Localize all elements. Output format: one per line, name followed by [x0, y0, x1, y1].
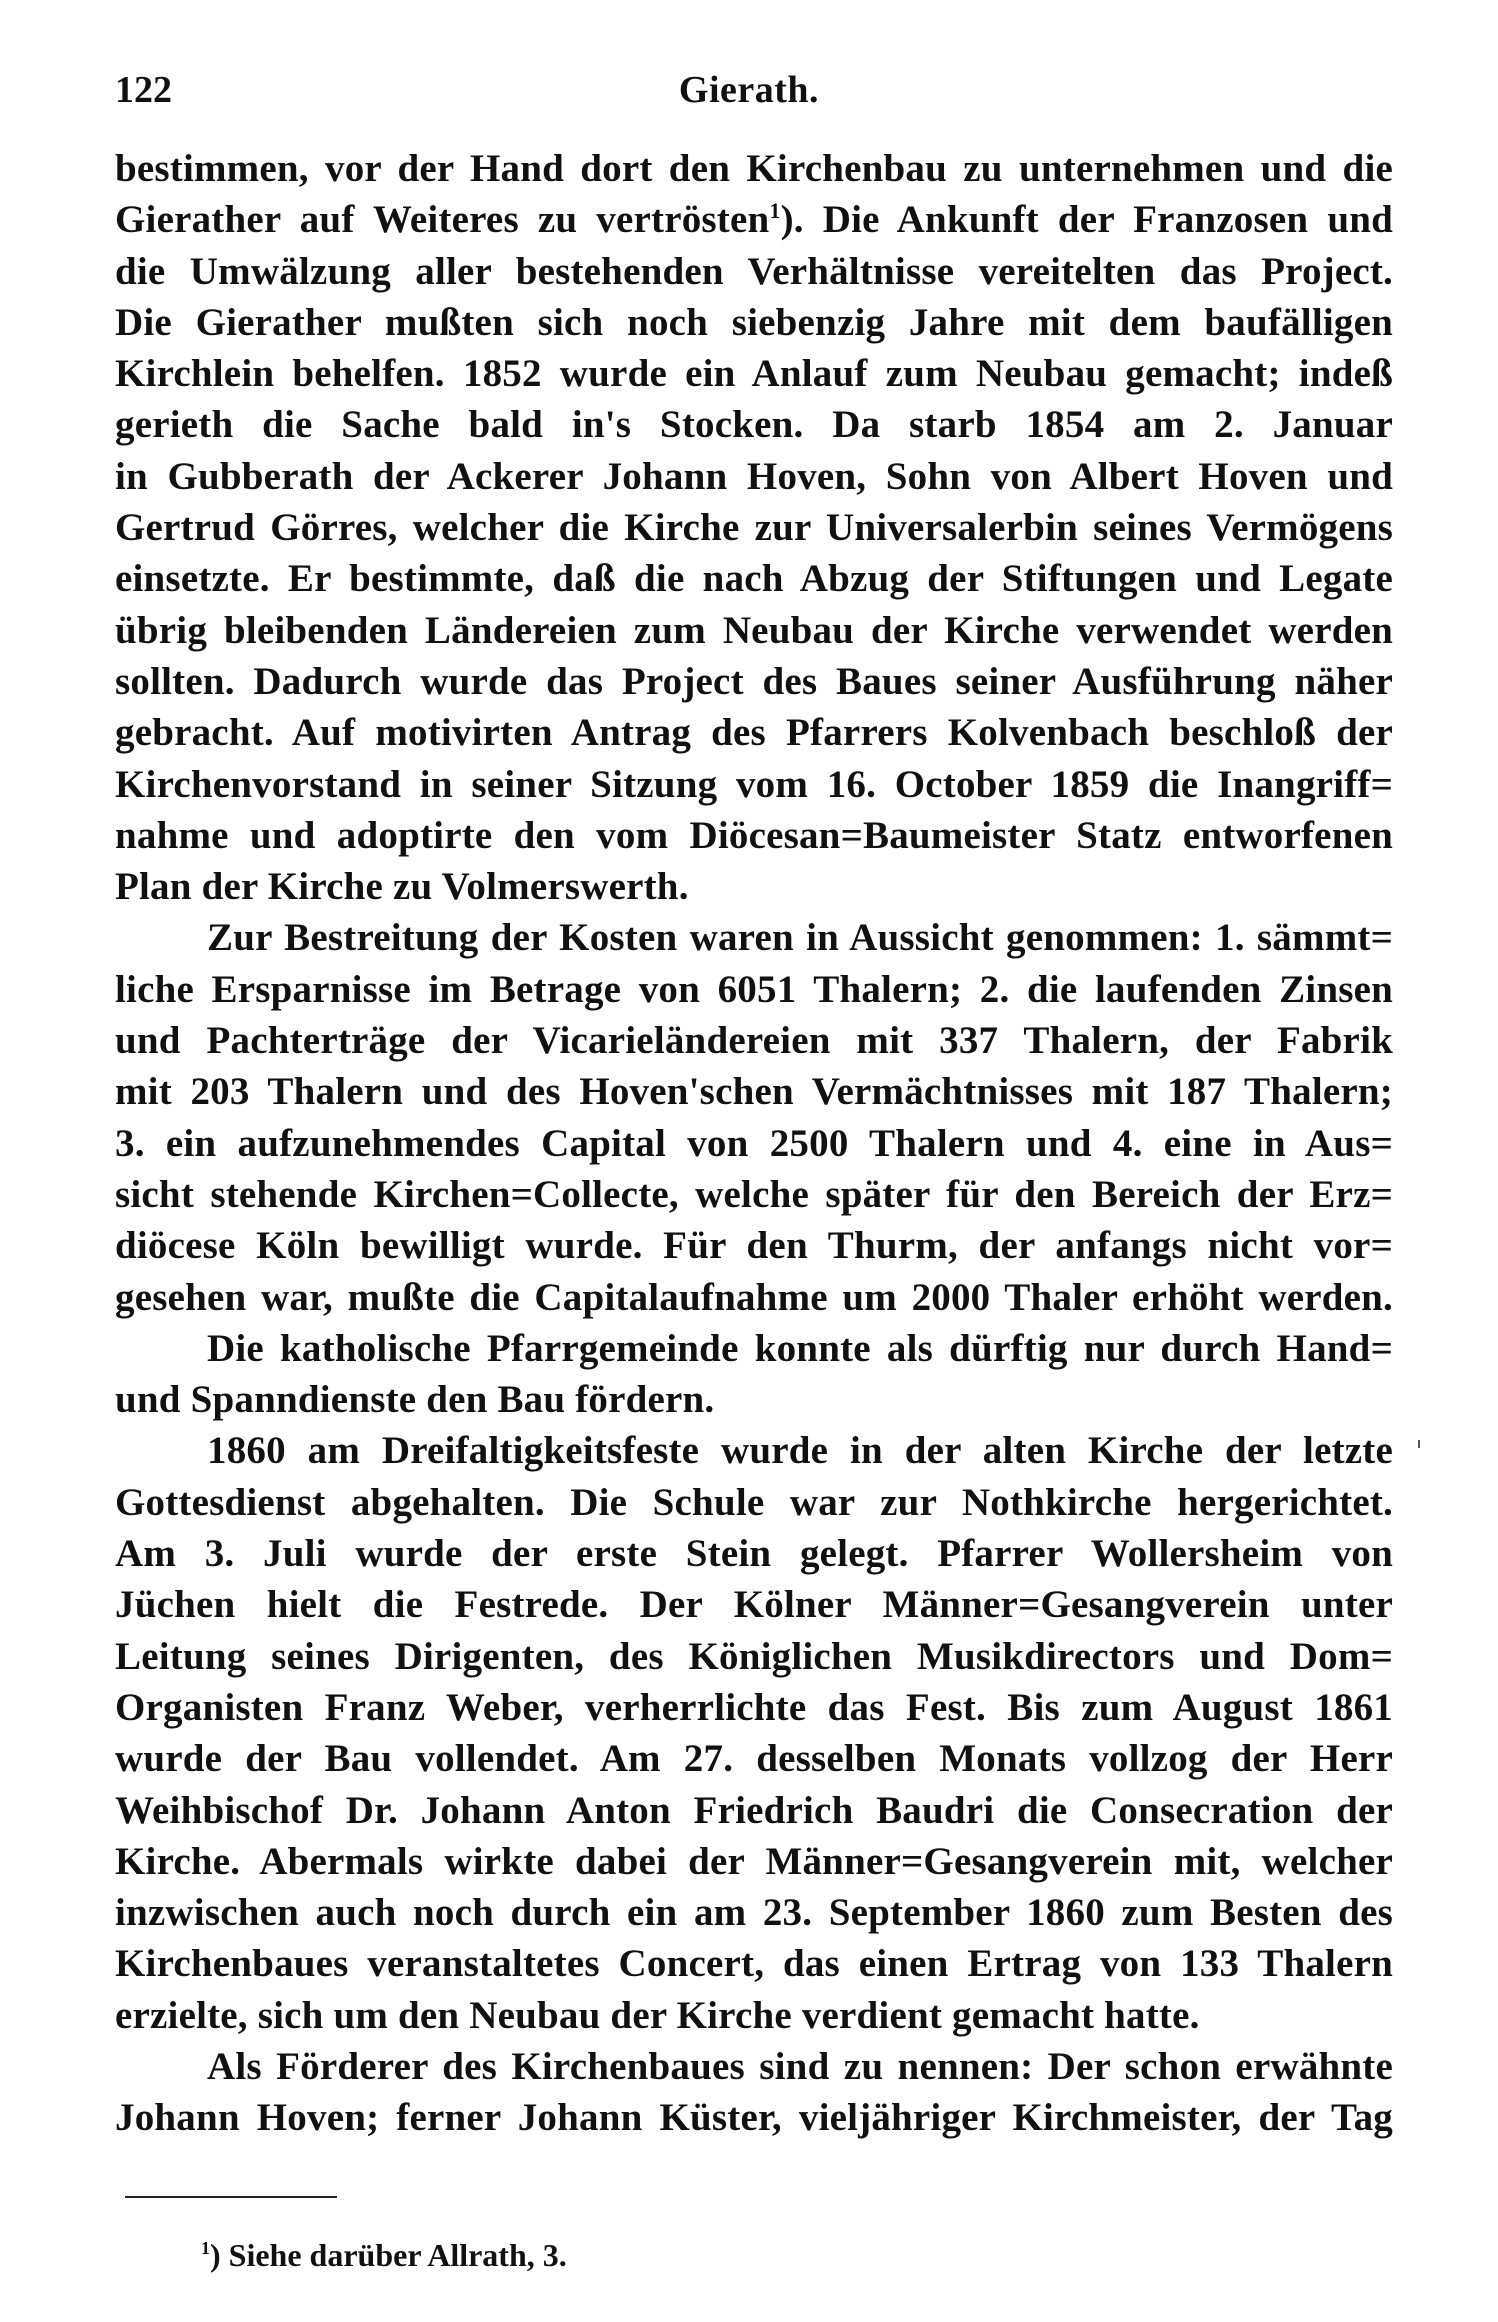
- text-line: Am 3. Juli wurde der erste Stein gelegt. Pfarrer Wollersheim von: [115, 1532, 1393, 1576]
- footnote-divider: [125, 2196, 337, 2198]
- footnote-marker: 1: [201, 2238, 210, 2258]
- text-line: inzwischen auch noch durch ein am 23. September 1860 zum Besten des: [115, 1891, 1393, 1935]
- text-line: nahme und adoptirte den vom Diöcesan=Baumeister Statz entworfenen: [115, 813, 1393, 857]
- text-line: [115, 194, 1393, 245]
- paragraph-end-line: erzielte, sich um den Neubau der Kirche verdient gemacht hatte.: [115, 1993, 1200, 2037]
- text-line: Kirchlein behelfen. 1852 wurde ein Anlauf zum Neubau gemacht; indeß: [115, 352, 1393, 396]
- footnote-text: ) Siehe darüber Allrath, 3.: [210, 2237, 567, 2273]
- text-line: Kirchenvorstand in seiner Sitzung vom 16. October 1859 die Inangriff=: [115, 762, 1393, 806]
- text-line: Gottesdienst abgehalten. Die Schule war zur Nothkirche hergerichtet.: [115, 1480, 1393, 1524]
- text-line: diöcese Köln bewilligt wurde. Für den Thurm, der anfangs nicht vor=: [115, 1224, 1393, 1268]
- text-line: Johann Hoven; ferner Johann Küster, vieljähriger Kirchmeister, der Tag: [115, 2096, 1393, 2140]
- paragraph-end-line: Plan der Kirche zu Volmerswerth.: [115, 865, 689, 909]
- paragraph-end-line: gesehen war, mußte die Capitalaufnahme um 2000 Thaler erhöht werden.: [115, 1275, 1393, 1319]
- text-line: Leitung seines Dirigenten, des Königlichen Musikdirectors und Dom=: [115, 1634, 1393, 1678]
- text-line: mit 203 Thalern und des Hoven'schen Vermächtnisses mit 187 Thalern;: [115, 1070, 1393, 1114]
- text-line: und Pachterträge der Vicarieländereien mit 337 Thalern, der Fabrik: [115, 1019, 1393, 1063]
- paragraph-start-line: Die katholische Pfarrgemeinde konnte als dürftig nur durch Hand=: [207, 1326, 1393, 1370]
- footnote-reference: 1: [769, 198, 781, 224]
- text-line: gebracht. Auf motivirten Antrag des Pfarrers Kolvenbach beschloß der: [115, 711, 1393, 755]
- line-text: Gierather auf Weiteres zu vertrösten: [115, 198, 770, 242]
- text-line: Gertrud Görres, welcher die Kirche zur Universalerbin seines Vermögens: [115, 506, 1393, 550]
- text-line: Jüchen hielt die Festrede. Der Kölner Männer=Gesangverein unter: [115, 1583, 1393, 1627]
- paragraph-end-line: und Spanndienste den Bau fördern.: [115, 1378, 715, 1422]
- text-line: Kirchenbaues veranstaltetes Concert, das einen Ertrag von 133 Thalern: [115, 1942, 1393, 1986]
- text-line: 3. ein aufzunehmendes Capital von 2500 Thalern und 4. eine in Aus=: [115, 1121, 1393, 1165]
- text-line: sollten. Dadurch wurde das Project des Baues seiner Ausführung näher: [115, 659, 1393, 703]
- text-line: Die Gierather mußten sich noch siebenzig Jahre mit dem baufälligen: [115, 300, 1393, 344]
- text-line: liche Ersparnisse im Betrage von 6051 Thalern; 2. die laufenden Zinsen: [115, 967, 1393, 1011]
- text-line: Kirche. Abermals wirkte dabei der Männer=Gesangverein mit, welcher: [115, 1839, 1393, 1883]
- text-line: bestimmen, vor der Hand dort den Kirchenbau zu unternehmen und die: [115, 147, 1393, 190]
- text-line: gerieth die Sache bald in's Stocken. Da starb 1854 am 2. Januar: [115, 403, 1393, 447]
- print-speck: [1418, 1440, 1420, 1448]
- text-line: einsetzte. Er bestimmte, daß die nach Abzug der Stiftungen und Legate: [115, 557, 1393, 601]
- text-line: wurde der Bau vollendet. Am 27. desselben Monats vollzog der Herr: [115, 1737, 1393, 1781]
- text-line: in Gubberath der Ackerer Johann Hoven, Sohn von Albert Hoven und: [115, 454, 1393, 498]
- text-line: die Umwälzung aller bestehenden Verhältnisse vereitelten das Project.: [115, 249, 1393, 293]
- paragraph-start-line: Zur Bestreitung der Kosten waren in Aussicht genommen: 1. sämmt=: [207, 916, 1393, 960]
- footnote: [201, 2236, 567, 2274]
- running-head: Gierath.: [678, 69, 820, 111]
- paragraph-start-line: Als Förderer des Kirchenbaues sind zu nennen: Der schon erwähnte: [207, 2044, 1393, 2088]
- text-line: übrig bleibenden Ländereien zum Neubau der Kirche verwendet werden: [115, 608, 1393, 652]
- body-text: [115, 143, 1393, 2144]
- page-number: 122: [115, 69, 172, 111]
- paragraph-start-line: 1860 am Dreifaltigkeitsfeste wurde in der alten Kirche der letzte: [207, 1429, 1393, 1473]
- text-line: Weihbischof Dr. Johann Anton Friedrich Baudri die Consecration der: [115, 1788, 1393, 1832]
- text-line: sicht stehende Kirchen=Collecte, welche später für den Bereich der Erz=: [115, 1172, 1393, 1216]
- text-line: Organisten Franz Weber, verherrlichte das Fest. Bis zum August 1861: [115, 1685, 1393, 1729]
- line-text: ). Die Ankunft der Franzosen und: [780, 198, 1393, 242]
